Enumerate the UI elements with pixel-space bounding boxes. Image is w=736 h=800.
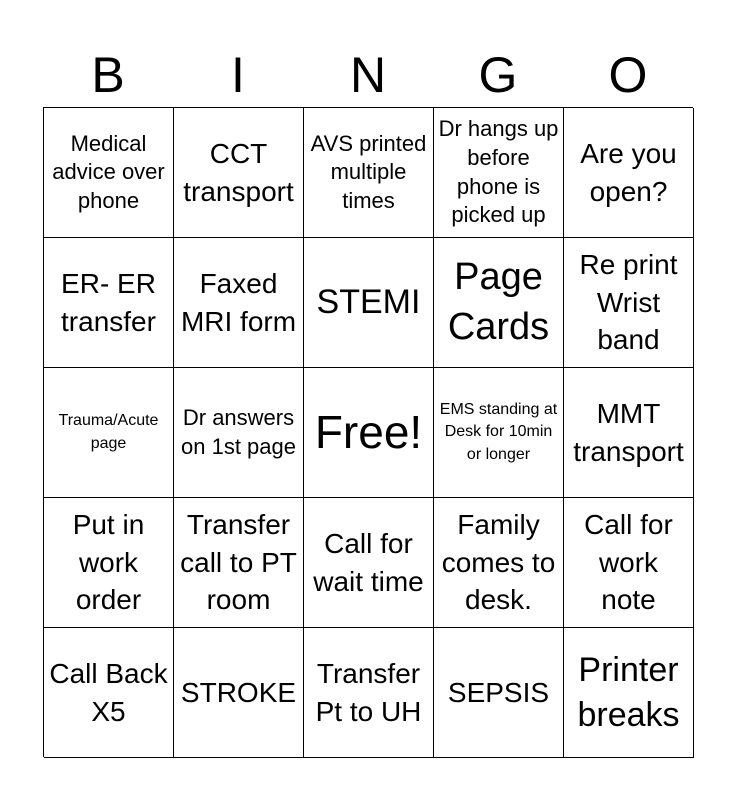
cell-label: CCT transport bbox=[183, 137, 294, 207]
header-letter-o: O bbox=[608, 47, 648, 103]
cell-label: Transfer call to PT room bbox=[180, 508, 297, 616]
cell-label: Printer breaks bbox=[577, 651, 680, 734]
bingo-cell[interactable] bbox=[174, 108, 304, 238]
header-letter-n: N bbox=[349, 47, 387, 103]
bingo-cell[interactable] bbox=[434, 498, 564, 628]
bingo-cell[interactable] bbox=[434, 368, 564, 498]
bingo-cell[interactable] bbox=[44, 108, 174, 238]
cell-label: EMS standing at Desk for 10min or longer bbox=[439, 400, 558, 463]
bingo-cell[interactable] bbox=[174, 498, 304, 628]
bingo-cell[interactable] bbox=[434, 628, 564, 758]
bingo-cell[interactable] bbox=[44, 368, 174, 498]
cell-label: STROKE bbox=[180, 676, 297, 708]
cell-label: Call for work note bbox=[584, 508, 673, 616]
cell-label: Call for wait time bbox=[313, 527, 424, 597]
cell-label: AVS printed multiple times bbox=[310, 130, 427, 213]
header-letter-b: B bbox=[91, 47, 125, 103]
bingo-cell[interactable] bbox=[174, 628, 304, 758]
bingo-header bbox=[43, 42, 693, 108]
bingo-cell-free[interactable] bbox=[304, 368, 434, 498]
cell-label: Call Back X5 bbox=[49, 657, 168, 727]
bingo-cell[interactable] bbox=[304, 628, 434, 758]
bingo-cell[interactable] bbox=[564, 108, 694, 238]
cell-label: SEPSIS bbox=[447, 676, 550, 708]
bingo-cell[interactable] bbox=[564, 238, 694, 368]
cell-label: Are you open? bbox=[580, 137, 677, 207]
bingo-cell[interactable] bbox=[174, 368, 304, 498]
cell-label: Transfer Pt to UH bbox=[315, 657, 422, 727]
cell-label: Page Cards bbox=[447, 256, 550, 348]
cell-label: MMT transport bbox=[573, 397, 684, 467]
bingo-cell[interactable] bbox=[434, 238, 564, 368]
bingo-cell[interactable] bbox=[564, 628, 694, 758]
bingo-cell[interactable] bbox=[44, 628, 174, 758]
cell-label: Trauma/Acute page bbox=[58, 412, 159, 452]
bingo-cell[interactable] bbox=[304, 238, 434, 368]
free-space-label: Free! bbox=[314, 406, 423, 459]
cell-label: Faxed MRI form bbox=[180, 267, 297, 337]
bingo-cell[interactable] bbox=[174, 238, 304, 368]
cell-label: Re print Wrist band bbox=[579, 248, 678, 356]
bingo-cell[interactable] bbox=[564, 498, 694, 628]
bingo-cell[interactable] bbox=[44, 238, 174, 368]
header-letter-g: G bbox=[478, 47, 518, 103]
cell-label: Medical advice over phone bbox=[52, 130, 165, 213]
cell-label: Dr answers on 1st page bbox=[181, 404, 296, 459]
cell-label: ER- ER transfer bbox=[61, 267, 156, 337]
bingo-cell[interactable] bbox=[304, 108, 434, 238]
bingo-cell[interactable] bbox=[434, 108, 564, 238]
bingo-card-grid bbox=[43, 107, 693, 757]
cell-label: Dr hangs up before phone is picked up bbox=[438, 116, 559, 228]
bingo-cell[interactable] bbox=[44, 498, 174, 628]
bingo-cell[interactable] bbox=[564, 368, 694, 498]
cell-label: Put in work order bbox=[72, 508, 145, 616]
bingo-cell[interactable] bbox=[304, 498, 434, 628]
cell-label: STEMI bbox=[316, 283, 421, 322]
header-letter-i: I bbox=[231, 47, 245, 103]
cell-label: Family comes to desk. bbox=[441, 508, 556, 616]
